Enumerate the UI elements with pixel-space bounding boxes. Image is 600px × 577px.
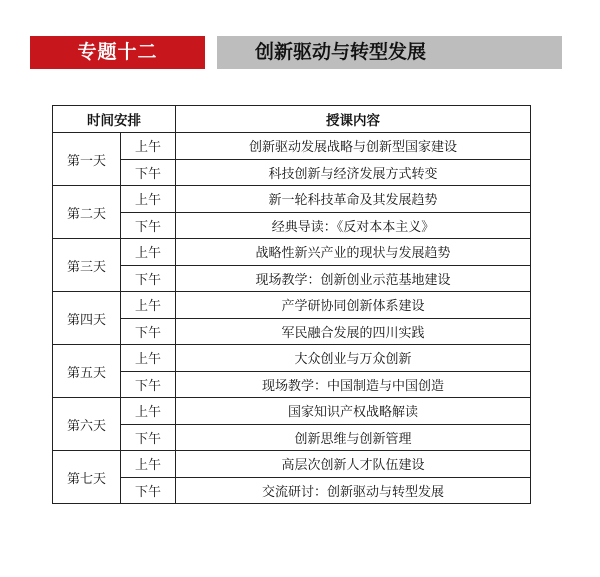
slot-cell: 下午 (121, 265, 176, 292)
content-cell: 现场教学：中国制造与中国创造 (176, 371, 531, 398)
topic-title: 创新驱动与转型发展 (217, 36, 562, 69)
content-cell: 战略性新兴产业的现状与发展趋势 (176, 239, 531, 266)
slot-cell: 下午 (121, 212, 176, 239)
table-row (53, 424, 531, 451)
table-row (53, 239, 531, 266)
slot-cell: 上午 (121, 451, 176, 478)
table-row (53, 451, 531, 478)
slot-cell: 上午 (121, 345, 176, 372)
content-cell: 科技创新与经济发展方式转变 (176, 159, 531, 186)
col-header-time: 时间安排 (53, 106, 176, 133)
table-row (53, 345, 531, 372)
day-cell: 第四天 (53, 292, 121, 345)
content-cell: 交流研讨：创新驱动与转型发展 (176, 477, 531, 504)
day-cell: 第六天 (53, 398, 121, 451)
slot-cell: 上午 (121, 186, 176, 213)
slot-cell: 下午 (121, 424, 176, 451)
day-cell: 第七天 (53, 451, 121, 504)
table-row (53, 398, 531, 425)
schedule-table (52, 105, 531, 504)
table-row (53, 265, 531, 292)
slot-cell: 下午 (121, 159, 176, 186)
content-cell: 大众创业与万众创新 (176, 345, 531, 372)
day-cell: 第三天 (53, 239, 121, 292)
content-cell: 高层次创新人才队伍建设 (176, 451, 531, 478)
content-cell: 创新思维与创新管理 (176, 424, 531, 451)
slot-cell: 下午 (121, 477, 176, 504)
table-row (53, 159, 531, 186)
slot-cell: 上午 (121, 239, 176, 266)
section-header (30, 36, 562, 69)
content-cell: 现场教学：创新创业示范基地建设 (176, 265, 531, 292)
slot-cell: 上午 (121, 398, 176, 425)
content-cell: 经典导读：《反对本本主义》 (176, 212, 531, 239)
table-row (53, 292, 531, 319)
content-cell: 国家知识产权战略解读 (176, 398, 531, 425)
table-row (53, 133, 531, 160)
day-cell: 第一天 (53, 133, 121, 186)
slot-cell: 上午 (121, 133, 176, 160)
content-cell: 新一轮科技革命及其发展趋势 (176, 186, 531, 213)
content-cell: 创新驱动发展战略与创新型国家建设 (176, 133, 531, 160)
slot-cell: 下午 (121, 318, 176, 345)
content-cell: 产学研协同创新体系建设 (176, 292, 531, 319)
slot-cell: 下午 (121, 371, 176, 398)
day-cell: 第二天 (53, 186, 121, 239)
slot-cell: 上午 (121, 292, 176, 319)
col-header-content: 授课内容 (176, 106, 531, 133)
table-row (53, 318, 531, 345)
topic-number-tag: 专题十二 (30, 36, 205, 69)
table-row (53, 371, 531, 398)
table-row (53, 212, 531, 239)
table-row (53, 477, 531, 504)
table-header-row (53, 106, 531, 133)
content-cell: 军民融合发展的四川实践 (176, 318, 531, 345)
table-row (53, 186, 531, 213)
day-cell: 第五天 (53, 345, 121, 398)
